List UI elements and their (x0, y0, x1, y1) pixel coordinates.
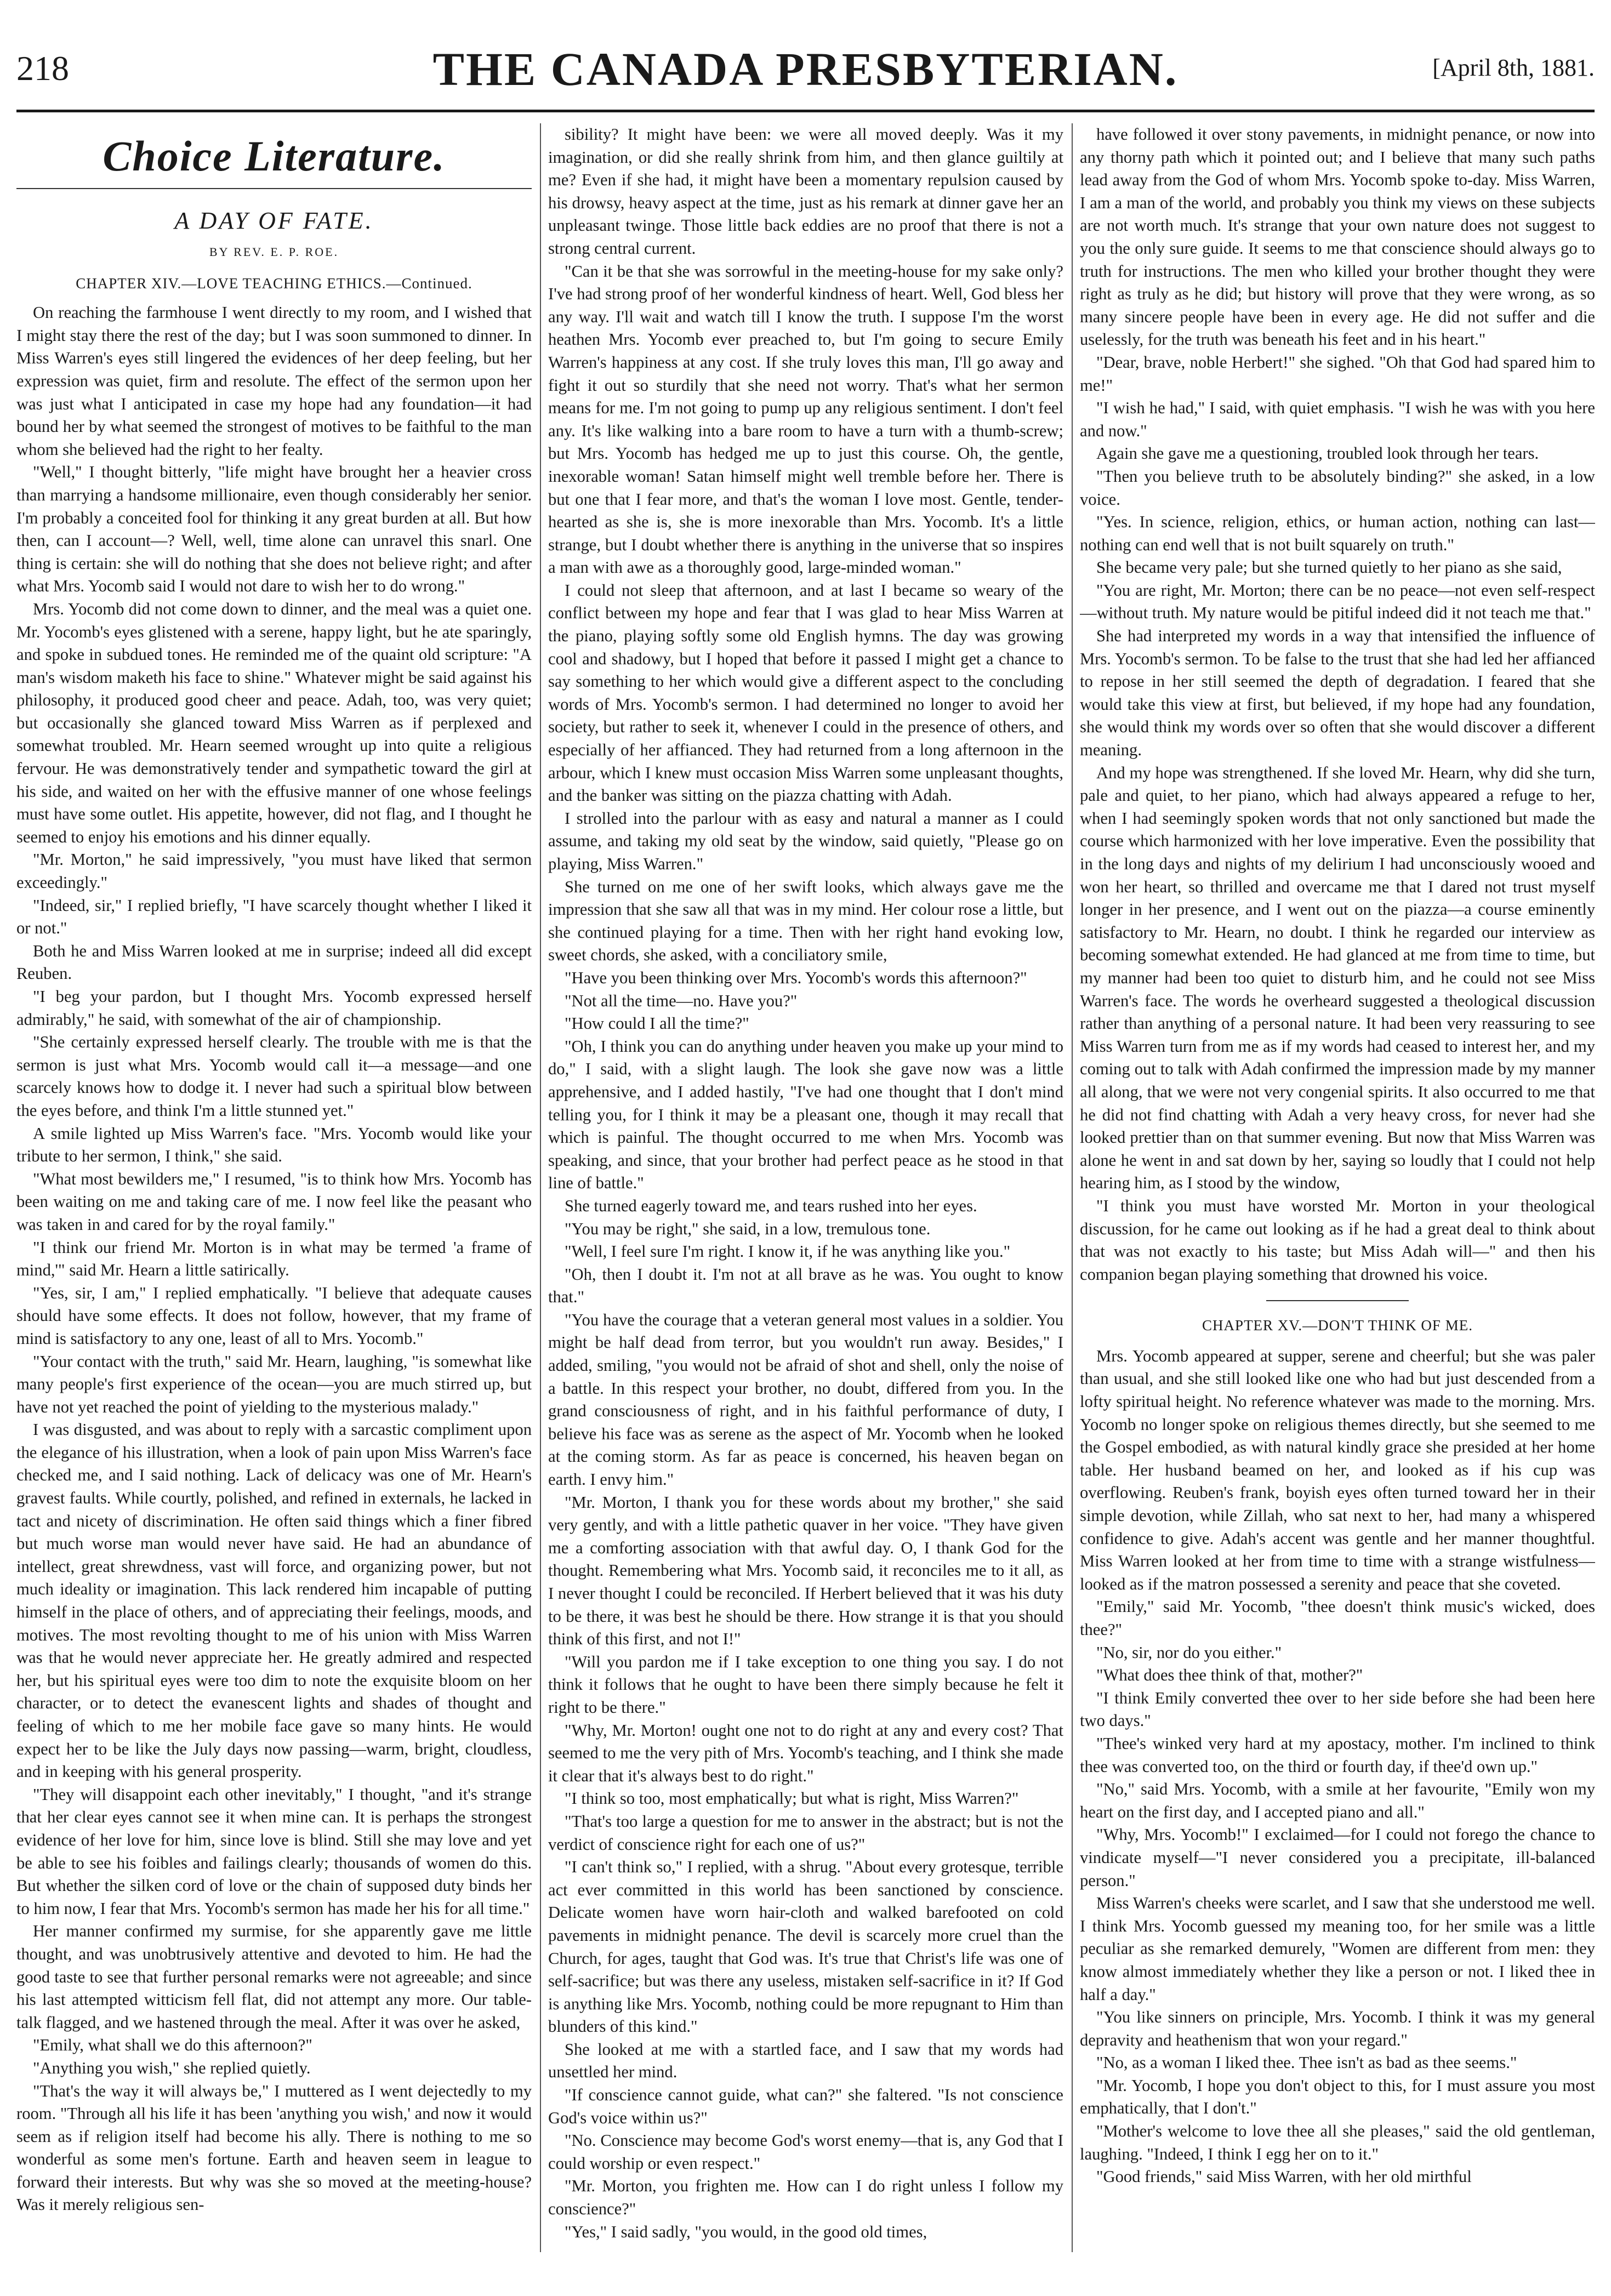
paragraph: "No," said Mrs. Yocomb, with a smile at her favourite, "Emily won my heart on the first day, and I accepted piano and all." (1080, 1780, 1595, 1821)
paragraph: Mrs. Yocomb did not come down to dinner, and the meal was a quiet one. Mr. Yocomb's eyes glistened with a serene, happy light, but he ate sparingly, and spoke in subdued tones. He reminded me of the quaint old scripture: "A man's wisdom maketh his face to shine." Whatever might be said against his philosophy, it produced good cheer and peace. Adah, too, was very quiet; but occasionally she glanced toward Miss Warren as if perplexed and somewhat troubled. Mr. Hearn seemed wrought up into quite a religious fervour. He was demonstratively tender and sympathetic toward the girl at his side, and waited on her with the effusive manner of one whose feelings must have some outlet. His appetite, however, did not flag, and I thought he seemed to enjoy his emotions and his dinner equally. (16, 599, 532, 846)
paragraph: "No, as a woman I liked thee. Thee isn't as bad as thee seems." (1096, 2053, 1517, 2072)
paragraph: "Dear, brave, noble Herbert!" she sighed. "Oh that God had spared him to me!" (1080, 352, 1595, 395)
paragraph: I was disgusted, and was about to reply with a sarcastic compliment upon the elegance of his illustration, when a look of pain upon Miss Warren's face checked me, and I said nothing. Lack of delicacy was one of Mr. Hearn's gravest faults. While courtly, polished, and refined in externals, he lacked in tact and nicety of discrimination. He often said things which a finer fibred but much worse man would never have said. He had an abundance of intellect, great shrewdness, vast will force, and organizing power, but not much ideality or imagination. This lack rendered him incapable of putting himself in the place of others, and of appreciating their feelings, moods, and motives. The most revolting thought to me of his union with Miss Warren was that he would never appreciate her. He greatly admired and respected her, but his spiritual eyes were too dim to note the exquisite bloom on her character, or to detect the evanescent lights and shades of thought and feeling of which to me her mobile face gave so many hints. He would expect her to be like the July days now passing—warm, bright, cloudless, and in keeping with his general prosperity. (16, 1420, 532, 1781)
paragraph: "Oh, I think you can do anything under heaven you make up your mind to do," I said, with a slight laugh. The look she gave now was a little apprehensive, and I added hastily, "I've had one thought that I don't mind telling you, for I think it may be a pleasant one, though it may recall that which is painful. The thought occurred to me when Mrs. Yocomb was speaking, and since, that your brother had perfect peace as he stood in that line of battle." (548, 1036, 1063, 1193)
byline: BY REV. E. P. ROE. (209, 245, 339, 259)
paragraph: She turned eagerly toward me, and tears rushed into her eyes. (565, 1196, 977, 1215)
column-divider (1072, 123, 1073, 2252)
paragraph: "You like sinners on principle, Mrs. Yocomb. I think it was my general depravity and heathenism that won your regard." (1080, 2008, 1595, 2049)
column-1-body (16, 301, 532, 2217)
paragraph: "How could I all the time?" (565, 1014, 749, 1033)
paragraph: "Mr. Yocomb, I hope you don't object to this, for I must assure you most emphatically, that I don't." (1080, 2076, 1595, 2118)
paragraph: "What does thee think of that, mother?" (1096, 1666, 1363, 1685)
paragraph: "Mr. Morton, I thank you for these words about my brother," she said very gently, and with a little pathetic quaver in her voice. "They have given me a comforting association with that awful day. O, I thank God for the thought. Remembering what Mrs. Yocomb said, it reconciles me to it all, as I never thought I could be reconciled. If Herbert believed that it was his duty to be there, it was best he should be there. How strange it is that you should think of this first, and not I!" (548, 1492, 1063, 1649)
paragraph: She turned on me one of her swift looks, which always gave me the impression that she saw all that was in my mind. Her colour rose a little, but she continued playing for a time. Then with her right hand evoking low, sweet chords, she asked, with a conciliatory smile, (548, 877, 1063, 965)
paragraph: "Not all the time—no. Have you?" (565, 991, 798, 1010)
paragraph: Her manner confirmed my surmise, for she apparently gave me little thought, and was unobtrusively attentive and devoted to him. He had the good taste to see that further personal remarks were not agreeable; and since his last attempted witticism fell flat, did not attempt any more. Our table-talk flagged, and we hastened through the meal. After it was over he asked, (16, 1922, 532, 2032)
paragraph: "No. Conscience may become God's worst enemy—that is, any God that I could worship or even respect." (548, 2131, 1063, 2173)
paragraph: have followed it over stony pavements, in midnight penance, or now into any thorny path which it pointed out; and I believe that many such paths lead away from the God of whom Mrs. Yocomb spoke to-day. Miss Warren, I am a man of the world, and probably you think my views on these subjects are not worth much. It's strange that your own nature does not suggest to you the only sure guide. It seems to me that conscience should always go to truth for instructions. The men who killed your brother thought they were right as truly as he did; but history will prove that they were wrong, as so many sincere people have been in every age. He did not suffer and die uselessly, for the truth was beneath his feet and in his heart." (1080, 125, 1595, 349)
paragraph: She looked at me with a startled face, and I saw that my words had unsettled her mind. (548, 2039, 1063, 2082)
chapter-heading: CHAPTER XV.—DON'T THINK OF ME. (1202, 1317, 1473, 1334)
paragraph: "You have the courage that a veteran general most values in a soldier. You might be half dead from terror, but you wouldn't run away. Besides," I added, smiling, "you would not be afraid of shot and shell, only the noise of a battle. In this respect your brother, no doubt, differed from you. In the grand consciousness of right, and in his faithful performance of duty, I believe his face was as serene as the aspect of Mr. Yocomb when he looked at the coming storm. As far as peace is concerned, his heaven began on earth. I envy him." (548, 1310, 1063, 1489)
paragraph: "That's the way it will always be," I muttered as I went dejectedly to my room. "Through all his life it has been 'anything you wish,' and now it would seem as if religion itself had become his ally. There is nothing to me so wonderful as some men's fortune. Earth and heaven seem in league to forward their interests. But why was she so moved at the meeting-house? Was it merely religious sen- (16, 2081, 532, 2214)
column-3-body-bottom (1080, 1345, 1595, 2189)
column-3 (1080, 123, 1595, 2252)
paragraph: "Well, I feel sure I'm right. I know it, if he was anything like you." (565, 1242, 1011, 1261)
paragraph: Both he and Miss Warren looked at me in surprise; indeed all did except Reuben. (16, 941, 532, 983)
paragraph: "Your contact with the truth," said Mr. Hearn, laughing, "is somewhat like many people's first experience of the ocean—you are much stirred up, but have not yet reached the point of yielding to the mysterious malady." (16, 1352, 532, 1416)
paragraph: "If conscience cannot guide, what can?" she faltered. "Is not conscience God's voice within us?" (548, 2086, 1063, 2127)
paragraph: "I can't think so," I replied, with a shrug. "About every grotesque, terrible act ever committed in this world has been sanctioned by conscience. Delicate women have worn hair-cloth and walked barefooted on cold pavements in midnight penance. The devil is scarcely more cruel than the Church, for ages, taught that God was. It's true that Christ's life was one of self-sacrifice; but was there any useless, mistaken self-sacrifice in it? If God is anything like Mrs. Yocomb, nothing could be more repugnant to Him than blunders of this kind." (548, 1858, 1063, 2036)
paragraph: "Mr. Morton, you frighten me. How can I do right unless I follow my conscience?" (548, 2177, 1063, 2219)
column-2-body (548, 123, 1063, 2243)
section-title: Choice Literature. (103, 132, 446, 180)
paragraph: And my hope was strengthened. If she loved Mr. Hearn, why did she turn, pale and quiet, to her piano, which had always appeared a refuge to her, when I had seemingly spoken words that not only sanctioned but made the course which harmonized with her love imperative. Even the possibility that in the long days and nights of my delirium I had unconsciously wooed and won her heart, so thrilled and overcame me that I dared not trust myself longer in her presence, and I went out on the piazza—a course eminently satisfactory to Mr. Hearn, no doubt. I think he regarded our interview as becoming somewhat extended. He had glanced at me from time to time, but my manner had been too quiet to disturb him, and he could not see Miss Warren's face. The words he overheard suggested a theological discussion rather than anything of a personal nature. It had been very reassuring to see Miss Warren turn from me as if my words had ceased to interest her, and my coming out to talk with Adah confirmed the impression made by my manner all along, that we were not very congenial spirits. It also occurred to me that he did not find chatting with Adah a very heavy cross, for never had she looked prettier than on that summer evening. But now that Miss Warren was alone he went in and sat down by her, saying so loudly that I could not help hearing him, as I stood by the window, (1080, 763, 1595, 1193)
paragraph: "Anything you wish," she replied quietly. (33, 2058, 311, 2077)
paragraph: "I wish he had," I said, with quiet emphasis. "I wish he was with you here and now." (1080, 398, 1595, 440)
paragraph: "Yes. In science, religion, ethics, or human action, nothing can last—nothing can end well that is not built squarely on truth." (1080, 512, 1595, 554)
paragraph: She had interpreted my words in a way that intensified the influence of Mrs. Yocomb's sermon. To be false to the trust that she had led her affianced to repose in her still seemed the depth of degradation. I feared that she would take this view at first, but believed, if my hope had any foundation, she would think my words over so often that she would discover a different meaning. (1080, 626, 1595, 760)
paragraph: "Then you believe truth to be absolutely binding?" she asked, in a low voice. (1080, 466, 1595, 509)
column-divider (540, 123, 541, 2252)
paragraph: sibility? It might have been: we were all moved deeply. Was it my imagination, or did she really shrink from him, and then glance guiltily at me? Even if she had, it might have been a momentary repulsion caused by his drowsy, heavy aspect at the time, just as his remark at dinner gave her an unpleasant twinge. Those little back eddies are no proof that there is not a strong central current. (548, 125, 1063, 258)
paragraph: "Indeed, sir," I replied briefly, "I have scarcely thought whether I liked it or not." (16, 896, 532, 938)
paragraph: "No, sir, nor do you either." (1096, 1643, 1282, 1662)
paragraph: "Will you pardon me if I take exception to one thing you say. I do not think it follows that he ought to have been there simply because he felt it right to be there." (548, 1652, 1063, 1717)
paragraph: A smile lighted up Miss Warren's face. "Mrs. Yocomb would like your tribute to her sermon, I think," she said. (16, 1124, 532, 1166)
paragraph: "Can it be that she was sorrowful in the meeting-house for my sake only? I've had strong proof of her wonderful kindness of heart. Well, God bless her any way. I'll wait and watch till I know the truth. I suppose I'm the worst heathen Mrs. Yocomb ever preached to, but I'm going to secure Emily Warren's happiness at any cost. If she truly loves this man, I'll go away and fight it out so sturdily that she need not worry. That's what her sermon means for me. I'm not going to pump up any religious sentiment. I don't feel any. It's like walking into a bare room to have a turn with a thumb-screw; but Mrs. Yocomb has hedged me up to just this course. Oh, the gentle, inexorable woman! Satan himself might well tremble before her. There is but one that I fear more, and that's the woman I love most. Gentle, tender-hearted as she is, she is more inexorable than Mrs. Yocomb. It's a little strange, but I doubt whether there is anything in the universe that so inspires a man with awe as a thoroughly good, large-minded woman." (548, 261, 1063, 577)
paragraph: "Mr. Morton," he said impressively, "you must have liked that sermon exceedingly." (16, 850, 532, 892)
paragraph: "I beg your pardon, but I thought Mrs. Yocomb expressed herself admirably," he said, with somewhat of the air of championship. (16, 987, 532, 1029)
story-title: A DAY OF FATE. (174, 207, 374, 234)
paragraph: "You are right, Mr. Morton; there can be no peace—not even self-respect—without truth. My nature would be pitiful indeed did it not teach me that." (1080, 580, 1595, 623)
paragraph: "Yes," I said sadly, "you would, in the good old times, (565, 2222, 927, 2241)
masthead-rule (16, 110, 1595, 112)
paragraph: On reaching the farmhouse I went directly to my room, and I wished that I might stay there the rest of the day; but I was soon summoned to dinner. In Miss Warren's eyes still lingered the evidences of her deep feeling, but her expression was quiet, firm and resolute. The effect of the sermon upon her was just what I anticipated in case my hope had any foundation—it had bound her by what seemed the strongest of motives to be faithful to the man whom she believed had the right to her fealty. (16, 303, 532, 459)
chapter-rule (1266, 1300, 1409, 1301)
column-1 (16, 123, 532, 2252)
paragraph: "I think our friend Mr. Morton is in what may be termed 'a frame of mind,'" said Mr. Hearn a little satirically. (16, 1238, 532, 1280)
paragraph: "Well," I thought bitterly, "life might have brought her a heavier cross than marrying a handsome millionaire, even though considerably her senior. I'm probably a conceited fool for thinking it any great burden at all. But how then, can I account—? Well, well, time alone can unravel this snarl. One thing is certain: she will do nothing that she does not believe right; and after what Mrs. Yocomb said I would not dare to wish her to do wrong." (16, 463, 532, 596)
paragraph: "I think you must have worsted Mr. Morton in your theological discussion, for he came out looking as if he had a great deal to think about that was not exactly to his taste; but Miss Adah will—" and then his companion began playing something that drowned his voice. (1080, 1196, 1595, 1284)
paragraph: She became very pale; but she turned quietly to her piano as she said, (1096, 558, 1562, 577)
paper-title: THE CANADA PRESBYTERIAN. (432, 43, 1179, 95)
paragraph: "She certainly expressed herself clearly. The trouble with me is that the sermon is just what Mrs. Yocomb would call it—a message—and one scarcely knows how to dodge it. I never had such a spiritual blow between the eyes before, and think I'm a little stunned yet." (16, 1033, 532, 1120)
paragraph: "What most bewilders me," I resumed, "is to think how Mrs. Yocomb has been waiting on me and taking care of me. I now feel like the peasant who was taken in and cared for by the royal family." (16, 1169, 532, 1234)
page-number: 218 (16, 49, 69, 88)
paragraph: "Thee's winked very hard at my apostacy, mother. I'm inclined to think thee was converted too, on the third or fourth day, if thee'd own up." (1080, 1734, 1595, 1776)
paragraph: I could not sleep that afternoon, and at last I became so weary of the conflict between my hope and fear that I was glad to hear Miss Warren at the piano, playing softly some old English hymns. The day was growing cool and shadowy, but I hoped that before it passed I might get a chance to say something to her which would give a different aspect to the concluding words of Mrs. Yocomb's sermon. I had determined no longer to avoid her society, but rather to seek it, whenever I could in the presence of others, and especially of her affianced. They had returned from a long afternoon in the arbour, which I knew must occasion Miss Warren some unpleasant thoughts, and the banker was sitting on the piazza chatting with Adah. (548, 580, 1063, 805)
chapter-heading: CHAPTER XIV.—LOVE TEACHING ETHICS.—Continued. (76, 275, 473, 292)
paragraph: "Emily, what shall we do this afternoon?" (33, 2036, 312, 2055)
section-rule (16, 188, 532, 189)
paragraph: "I think so too, most emphatically; but what is right, Miss Warren?" (565, 1789, 1019, 1808)
paragraph: "Have you been thinking over Mrs. Yocomb's words this afternoon?" (565, 968, 1027, 987)
paragraph: "Emily," said Mr. Yocomb, "thee doesn't think music's wicked, does thee?" (1080, 1597, 1595, 1639)
paragraph: "That's too large a question for me to answer in the abstract; but is not the verdict of conscience right for each one of us?" (548, 1811, 1063, 1854)
paragraph: "Mother's welcome to love thee all she pleases," said the old gentleman, laughing. "Indeed, I think I egg her on to it." (1080, 2122, 1595, 2163)
issue-date: [April 8th, 1881. (1432, 54, 1595, 81)
paragraph: Again she gave me a questioning, troubled look through her tears. (1096, 444, 1539, 463)
paragraph: "Why, Mrs. Yocomb!" I exclaimed—for I could not forego the chance to vindicate myself—"I never considered you a precipitate, ill-balanced person." (1080, 1825, 1595, 1890)
paragraph: Miss Warren's cheeks were scarlet, and I saw that she understood me well. I think Mrs. Yocomb guessed my meaning too, for her smile was a little peculiar as she remarked demurely, "Women are different from men: they know almost immediately whether they like a person or not. I liked thee in half a day." (1080, 1894, 1595, 2004)
paragraph: "Yes, sir, I am," I replied emphatically. "I believe that adequate causes should have some effects. It does not follow, however, that my frame of mind is satisfactory to any one, least of all to Mrs. Yocomb." (16, 1283, 532, 1348)
paragraph: "Oh, then I doubt it. I'm not at all brave as he was. You ought to know that." (548, 1264, 1063, 1307)
paragraph: "I think Emily converted thee over to her side before she had been here two days." (1080, 1688, 1595, 1730)
column-2 (548, 123, 1063, 2252)
paragraph: I strolled into the parlour with as easy and natural a manner as I could assume, and taking my old seat by the window, said quietly, "Please go on playing, Miss Warren." (548, 808, 1063, 873)
paragraph: "Good friends," said Miss Warren, with her old mirthful (1096, 2167, 1472, 2186)
paragraph: Mrs. Yocomb appeared at supper, serene and cheerful; but she was paler than usual, and she still looked like one who had but just descended from a lofty spiritual height. No reference whatever was made to the morning. Mrs. Yocomb no longer spoke on religious themes directly, but she seemed to me the Gospel embodied, as with natural kindly grace she presided at her home table. Her husband beamed on her, and looked as if his cup was overflowing. Reuben's frank, boyish eyes often turned toward her in their simple devotion, while Zillah, who sat next to her, had many a whispered confidence to give. Adah's accent was gentle and her manner thoughtful. Miss Warren looked at her from time to time with a strange wistfulness—looked as if the matron possessed a serenity and peace that she coveted. (1080, 1346, 1595, 1593)
paragraph: "Why, Mr. Morton! ought one not to do right at any and every cost? That seemed to me the very pith of Mrs. Yocomb's teaching, and I think she made it clear that it's always best to do right." (548, 1720, 1063, 1785)
masthead (16, 38, 1595, 104)
column-3-body-top (1080, 123, 1595, 1286)
paragraph: "They will disappoint each other inevitably," I thought, "and it's strange that her clear eyes cannot see it when mine can. It is perhaps the strongest evidence of her love for him, since love is blind. Still she may love and yet be able to see his foibles and failings clearly; thousands of women do this. But whether the silken cord of love or the chain of supposed duty binds her to him now, I fear that Mrs. Yocomb's sermon has made her his for all time." (16, 1785, 532, 1918)
paragraph: "You may be right," she said, in a low, tremulous tone. (565, 1219, 931, 1238)
